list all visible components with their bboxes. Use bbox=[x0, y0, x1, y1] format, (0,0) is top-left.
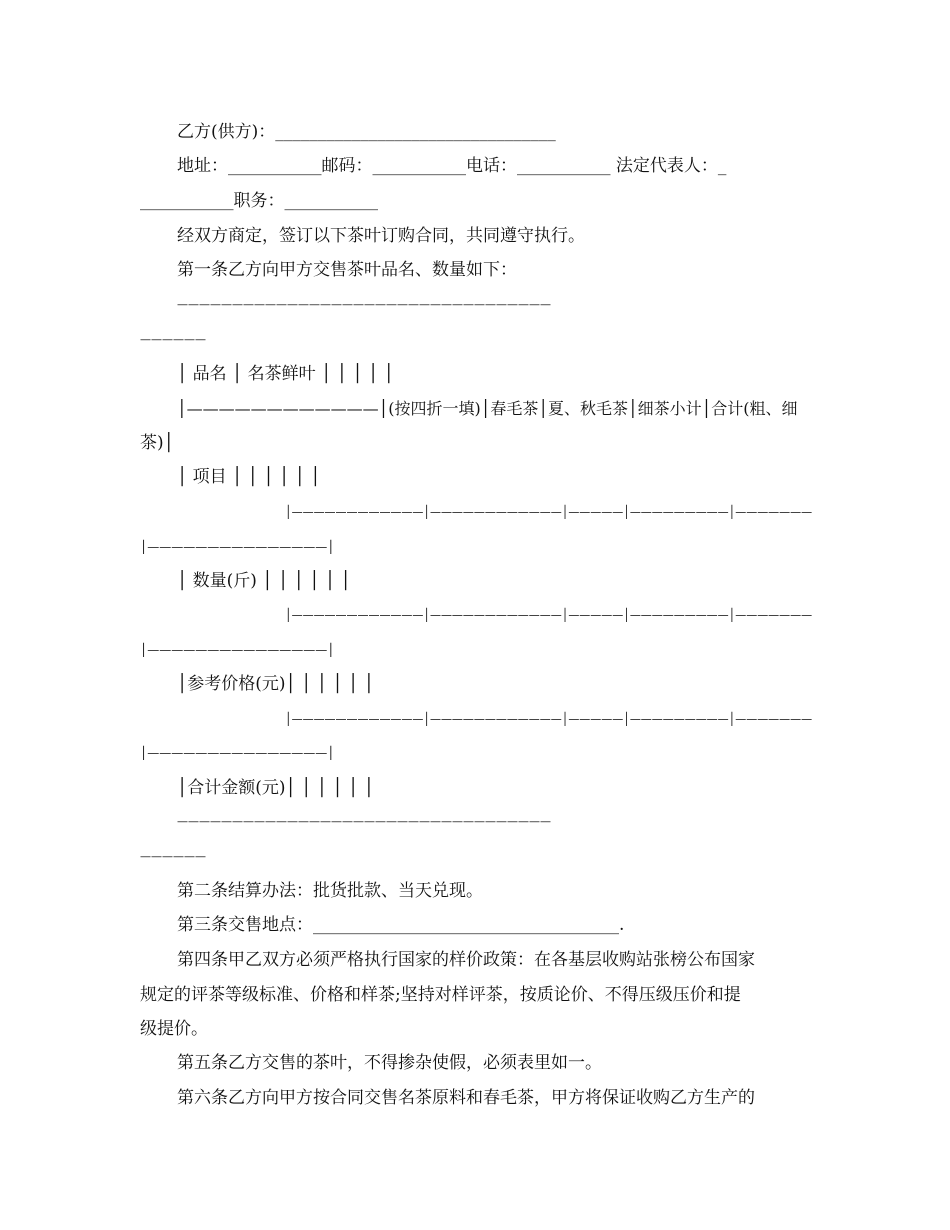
table-row-name: │ 品名 │ 名茶鲜叶 │ │ │ │ │ bbox=[177, 364, 394, 384]
table-row-item: │ 项目 │ │ │ │ │ │ bbox=[177, 467, 321, 487]
table-rule-bottom-a: —————————————————————————————————— bbox=[177, 815, 551, 828]
position-line: ___________职务：___________ bbox=[140, 191, 378, 211]
table-rule-top-a: —————————————————————————————————— bbox=[177, 298, 551, 311]
table-separator: │————————————│————————————│—————│—————————│——————— bbox=[285, 608, 813, 622]
table-row-total: │合计金额(元)│ │ │ │ │ │ bbox=[177, 778, 374, 798]
article-4-line-3: 级提价。 bbox=[140, 1019, 208, 1039]
article-3: 第三条交售地点：____________________________________. bbox=[177, 915, 625, 935]
article-4-line-2: 规定的评茶等级标准、价格和样茶;坚持对样评茶，按质论价、不得压级压价和提 bbox=[140, 985, 741, 1005]
table-separator: │———————————————│ bbox=[140, 746, 335, 760]
table-separator: │————————————│————————————│—————│—————————│——————— bbox=[285, 712, 813, 726]
table-row-header-b: 茶)│ bbox=[140, 433, 174, 453]
article-1: 第一条乙方向甲方交售茶叶品名、数量如下： bbox=[177, 260, 517, 280]
article-5: 第五条乙方交售的茶叶，不得掺杂使假，必须表里如一。 bbox=[177, 1053, 602, 1073]
table-separator: │————————————│————————————│—————│—————————│——————— bbox=[285, 505, 813, 519]
table-separator: │———————————————│ bbox=[140, 540, 335, 554]
table-rule-top-b: —————— bbox=[140, 333, 206, 346]
table-rule-bottom-b: —————— bbox=[140, 850, 206, 863]
article-6-line-1: 第六条乙方向甲方按合同交售名茶原料和春毛茶，甲方将保证收购乙方生产的 bbox=[177, 1088, 755, 1108]
table-row-header-a: │————————————│(按四折一填)│春毛茶│夏、秋毛茶│细茶小计│合计(粗、细 bbox=[177, 399, 798, 418]
party-b-line: 乙方(供方)：_________________________________ bbox=[177, 122, 556, 142]
agreement-intro: 经双方商定，签订以下茶叶订购合同，共同遵守执行。 bbox=[177, 226, 585, 246]
table-separator: │———————————————│ bbox=[140, 643, 335, 657]
article-2: 第二条结算办法：批货批款、当天兑现。 bbox=[177, 881, 483, 901]
address-line: 地址：___________邮码：___________电话：___________ 法定代表人：_ bbox=[177, 156, 727, 176]
article-4-line-1: 第四条甲乙双方必须严格执行国家的样价政策：在各基层收购站张榜公布国家 bbox=[177, 950, 755, 970]
table-row-price: │参考价格(元)│ │ │ │ │ │ bbox=[177, 674, 374, 694]
table-row-quantity: │ 数量(斤) │ │ │ │ │ │ bbox=[177, 571, 351, 591]
